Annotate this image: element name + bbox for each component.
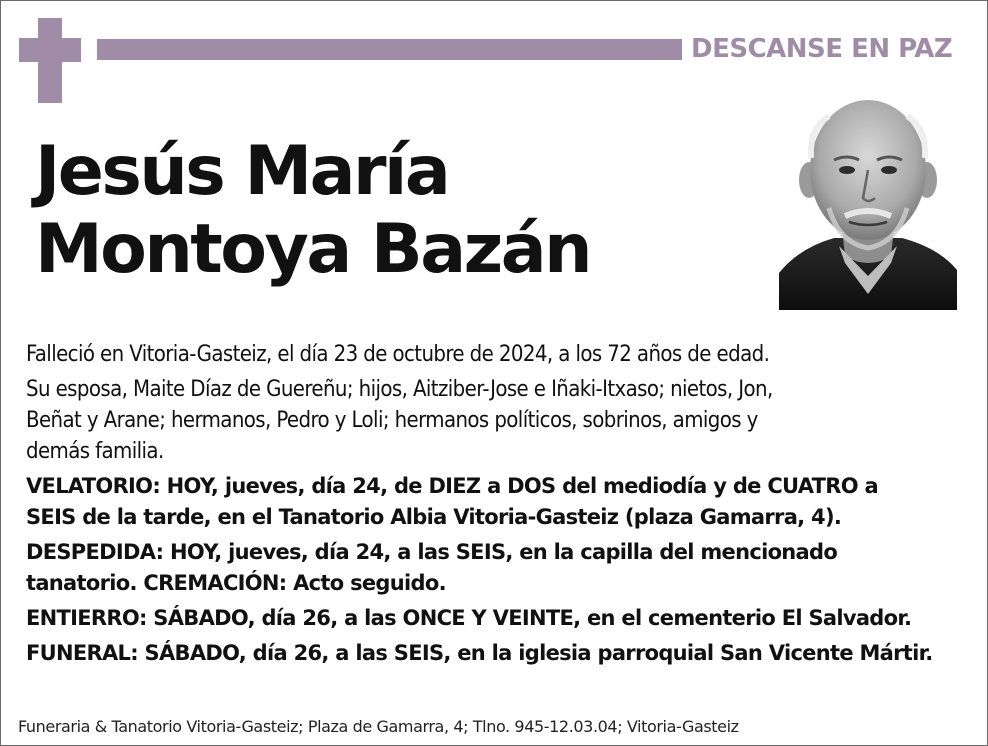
- entierro-paragraph: [26, 603, 976, 634]
- velatorio-line-1: VELATORIO: HOY, jueves, día 24, de DIEZ a DOS del mediodía y de CUATRO a: [26, 474, 879, 498]
- despedida-line-2: tanatorio. CREMACIÓN: Acto seguido.: [26, 571, 446, 595]
- velatorio-paragraph: [26, 471, 976, 533]
- cross-horizontal-bar: [19, 38, 81, 62]
- deceased-name-line-1: Jesús María: [35, 132, 449, 211]
- velatorio-line-2: SEIS de la tarde, en el Tanatorio Albia Vitoria-Gasteiz (plaza Gamarra, 4).: [26, 505, 842, 529]
- entierro-line: ENTIERRO: SÁBADO, día 26, a las ONCE Y VEINTE, en el cementerio El Salvador.: [26, 606, 912, 630]
- funeral-paragraph: [26, 638, 976, 669]
- family-line-3: demás familia.: [26, 439, 164, 464]
- deceased-name: [35, 133, 590, 289]
- header-divider-bar: [97, 39, 682, 60]
- family-paragraph: [26, 374, 976, 467]
- notice-body: [26, 339, 976, 673]
- portrait-illustration: [779, 98, 957, 310]
- death-announcement: [26, 339, 976, 370]
- family-line-1: Su esposa, Maite Díaz de Guereñu; hijos, Aitziber-Jose e Iñaki-Itxaso; nietos, Jon,: [26, 377, 773, 402]
- deceased-name-line-2: Montoya Bazán: [35, 210, 590, 289]
- despedida-line-1: DESPEDIDA: HOY, jueves, día 24, a las SEIS, en la capilla del mencionado: [26, 540, 838, 564]
- deceased-portrait: [779, 98, 957, 310]
- death-announcement-line: Falleció en Vitoria-Gasteiz, el día 23 de octubre de 2024, a los 72 años de edad.: [26, 342, 770, 367]
- funeral-home-footer: Funeraria & Tanatorio Vitoria-Gasteiz; Plaza de Gamarra, 4; Tlno. 945-12.03.04; Vitoria-Gasteiz: [18, 717, 739, 736]
- despedida-paragraph: [26, 537, 976, 599]
- funeral-line: FUNERAL: SÁBADO, día 26, a las SEIS, en la iglesia parroquial San Vicente Mártir.: [26, 641, 933, 665]
- header-label: DESCANSE EN PAZ: [691, 34, 953, 64]
- family-line-2: Beñat y Arane; hermanos, Pedro y Loli; hermanos políticos, sobrinos, amigos y: [26, 408, 758, 433]
